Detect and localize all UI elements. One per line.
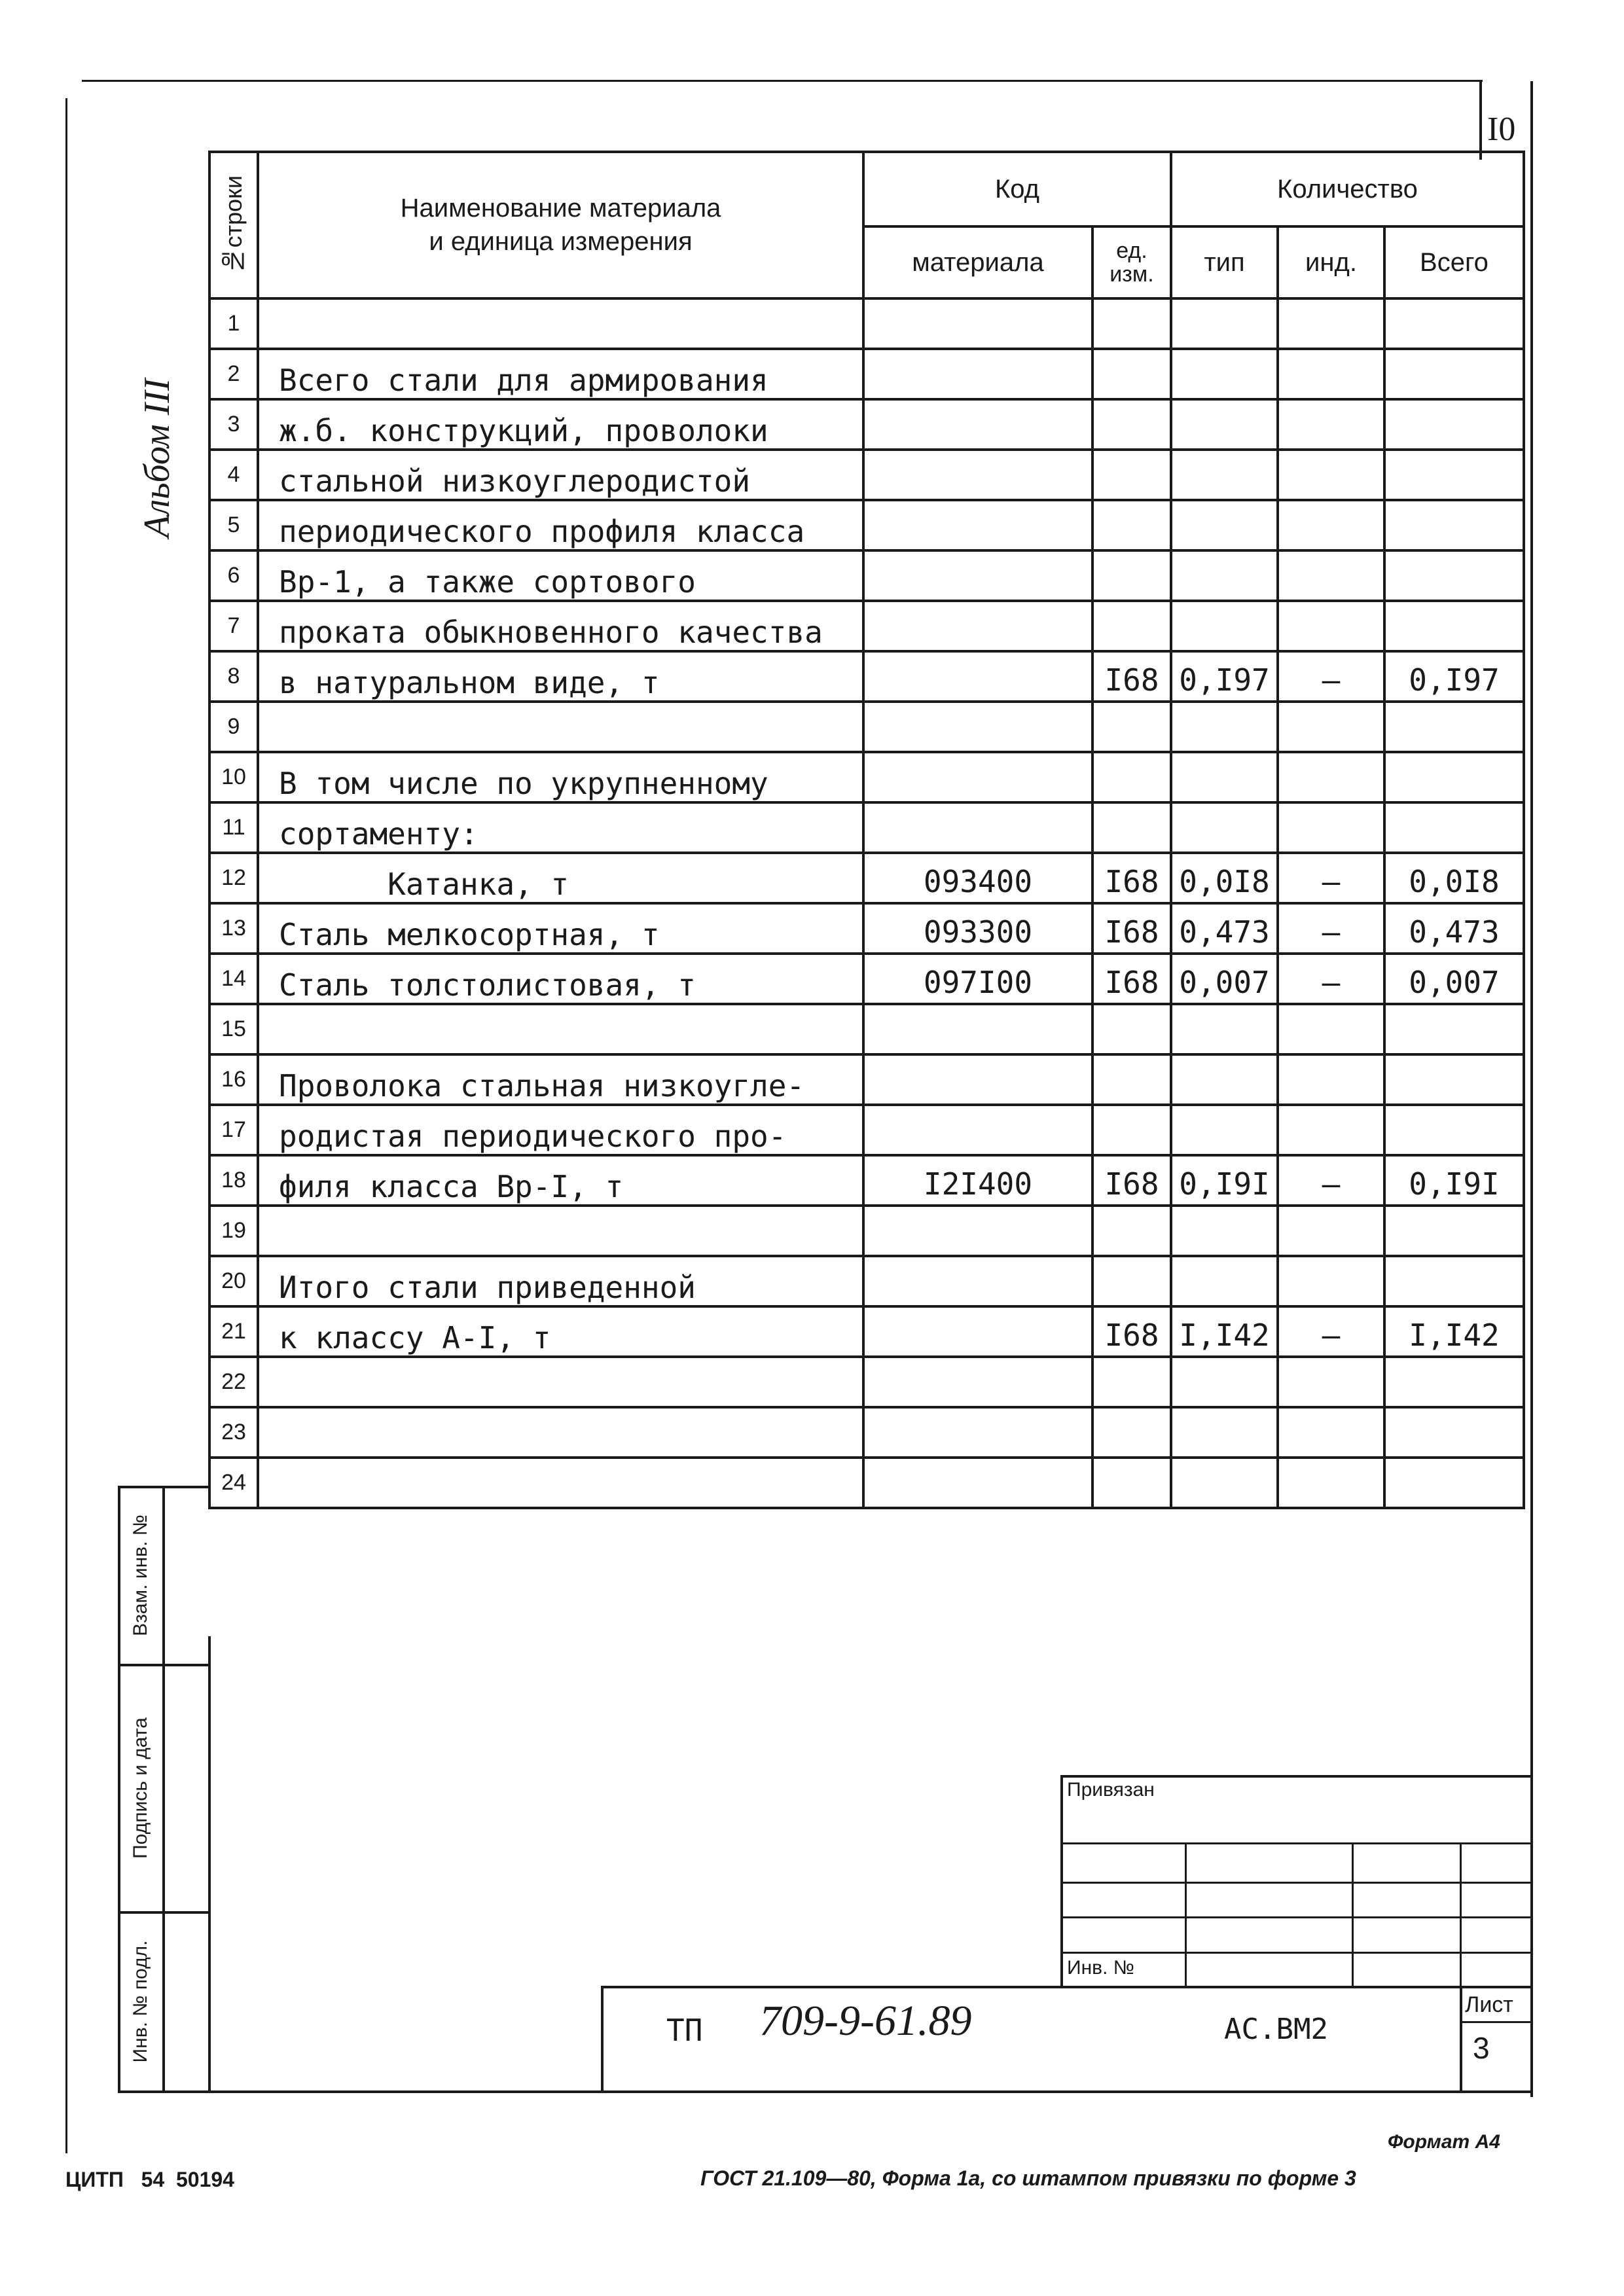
qty-total-cell bbox=[1384, 399, 1524, 450]
unit-code-cell: I68 bbox=[1092, 1306, 1171, 1357]
row-number-cell: 22 bbox=[209, 1357, 258, 1407]
unit-code-cell bbox=[1092, 550, 1171, 601]
qty-total-cell bbox=[1384, 1407, 1524, 1458]
qty-total-cell bbox=[1384, 1054, 1524, 1105]
qty-total-cell: I,I42 bbox=[1384, 1306, 1524, 1357]
unit-code-cell bbox=[1092, 1407, 1171, 1458]
header-ind: инд. bbox=[1278, 226, 1384, 298]
material-name-cell: Сталь толстолистовая, т bbox=[258, 954, 863, 1004]
qty-type-cell bbox=[1171, 802, 1278, 853]
table-row bbox=[209, 802, 1524, 853]
row-number-cell: 11 bbox=[209, 802, 258, 853]
unit-code-cell bbox=[1092, 298, 1171, 349]
qty-total-cell bbox=[1384, 702, 1524, 752]
frame-left-line bbox=[65, 98, 67, 2153]
material-code-cell bbox=[863, 702, 1092, 752]
material-name-cell bbox=[258, 1407, 863, 1458]
content-left-line bbox=[208, 1636, 211, 2092]
qty-ind-cell: – bbox=[1278, 1306, 1384, 1357]
unit-code-cell bbox=[1092, 1105, 1171, 1155]
qty-ind-cell bbox=[1278, 450, 1384, 500]
material-name-cell: Всего стали для армирования bbox=[258, 349, 863, 399]
unit-code-cell: I68 bbox=[1092, 903, 1171, 954]
row-number-cell: 13 bbox=[209, 903, 258, 954]
row-number-cell: 5 bbox=[209, 500, 258, 550]
side-stamp-mid bbox=[162, 1486, 165, 2092]
qty-ind-cell bbox=[1278, 702, 1384, 752]
qty-total-cell bbox=[1384, 1004, 1524, 1054]
table-row bbox=[209, 1256, 1524, 1306]
header-code-group: Код bbox=[863, 152, 1171, 226]
material-code-cell bbox=[863, 500, 1092, 550]
qty-total-cell bbox=[1384, 349, 1524, 399]
qty-total-cell bbox=[1384, 298, 1524, 349]
footer-format: Формат А4 bbox=[1388, 2131, 1500, 2153]
qty-type-cell bbox=[1171, 1206, 1278, 1256]
material-name-cell: Вр-1, а также сортового bbox=[258, 550, 863, 601]
qty-ind-cell: – bbox=[1278, 1155, 1384, 1206]
qty-ind-cell bbox=[1278, 500, 1384, 550]
unit-code-cell: I68 bbox=[1092, 651, 1171, 702]
table-row bbox=[209, 550, 1524, 601]
row-number-cell: 8 bbox=[209, 651, 258, 702]
material-name-cell bbox=[258, 1004, 863, 1054]
row-number-cell: 10 bbox=[209, 752, 258, 802]
material-code-cell bbox=[863, 1357, 1092, 1407]
material-name-cell: В том числе по укрупненному bbox=[258, 752, 863, 802]
qty-total-cell bbox=[1384, 1206, 1524, 1256]
material-code-cell bbox=[863, 550, 1092, 601]
qty-ind-cell bbox=[1278, 399, 1384, 450]
header-type: тип bbox=[1171, 226, 1278, 298]
qty-total-cell bbox=[1384, 1105, 1524, 1155]
material-code-cell bbox=[863, 1105, 1092, 1155]
header-unit: ед. изм. bbox=[1092, 226, 1171, 298]
row-number-cell: 20 bbox=[209, 1256, 258, 1306]
table-body bbox=[209, 298, 1524, 1508]
qty-ind-cell: – bbox=[1278, 903, 1384, 954]
table-row bbox=[209, 450, 1524, 500]
material-name-cell bbox=[258, 1357, 863, 1407]
material-code-cell bbox=[863, 1004, 1092, 1054]
material-name-cell: ж.б. конструкций, проволоки bbox=[258, 399, 863, 450]
row-number-cell: 4 bbox=[209, 450, 258, 500]
material-code-cell: I2I400 bbox=[863, 1155, 1092, 1206]
material-name-cell: к классу А-I, т bbox=[258, 1306, 863, 1357]
material-code-cell bbox=[863, 1054, 1092, 1105]
table-row bbox=[209, 1357, 1524, 1407]
binding-stamp-col3 bbox=[1460, 1842, 1462, 1986]
header-name: Наименование материала и единица измерения bbox=[258, 152, 863, 298]
table-row bbox=[209, 1004, 1524, 1054]
qty-ind-cell bbox=[1278, 1458, 1384, 1508]
qty-total-cell bbox=[1384, 1256, 1524, 1306]
unit-code-cell bbox=[1092, 601, 1171, 651]
footer-gost: ГОСТ 21.109—80, Форма 1а, со штампом привязки по форме 3 bbox=[700, 2166, 1356, 2190]
unit-code-cell bbox=[1092, 500, 1171, 550]
qty-type-cell bbox=[1171, 550, 1278, 601]
material-name-cell: в натуральном виде, т bbox=[258, 651, 863, 702]
unit-code-cell bbox=[1092, 1357, 1171, 1407]
qty-type-cell bbox=[1171, 1256, 1278, 1306]
binding-stamp-privyazan: Привязан bbox=[1067, 1779, 1155, 1801]
title-block-sheet-left bbox=[1460, 1986, 1462, 2092]
qty-ind-cell bbox=[1278, 1256, 1384, 1306]
binding-stamp-left bbox=[1060, 1775, 1063, 1987]
binding-stamp-top bbox=[1060, 1775, 1532, 1778]
material-code-cell bbox=[863, 298, 1092, 349]
header-material-code: материала bbox=[863, 226, 1092, 298]
qty-total-cell bbox=[1384, 752, 1524, 802]
table-row bbox=[209, 702, 1524, 752]
qty-total-cell: 0,0I8 bbox=[1384, 853, 1524, 903]
qty-ind-cell bbox=[1278, 1105, 1384, 1155]
qty-type-cell bbox=[1171, 752, 1278, 802]
table-row bbox=[209, 1206, 1524, 1256]
qty-type-cell: 0,007 bbox=[1171, 954, 1278, 1004]
qty-type-cell bbox=[1171, 399, 1278, 450]
qty-ind-cell: – bbox=[1278, 651, 1384, 702]
material-name-cell: Итого стали приведенной bbox=[258, 1256, 863, 1306]
row-number-cell: 16 bbox=[209, 1054, 258, 1105]
qty-total-cell bbox=[1384, 450, 1524, 500]
qty-type-cell bbox=[1171, 1407, 1278, 1458]
title-block-top bbox=[601, 1986, 1532, 1988]
qty-total-cell: 0,007 bbox=[1384, 954, 1524, 1004]
material-code-cell bbox=[863, 651, 1092, 702]
material-code-cell bbox=[863, 399, 1092, 450]
unit-code-cell bbox=[1092, 1458, 1171, 1508]
row-number-cell: 23 bbox=[209, 1407, 258, 1458]
qty-ind-cell bbox=[1278, 1407, 1384, 1458]
header-total: Всего bbox=[1384, 226, 1524, 298]
qty-type-cell bbox=[1171, 1054, 1278, 1105]
table-row bbox=[209, 1105, 1524, 1155]
title-tp-prefix: ТП bbox=[666, 2013, 703, 2048]
material-code-cell bbox=[863, 752, 1092, 802]
material-code-cell bbox=[863, 802, 1092, 853]
material-code-cell bbox=[863, 349, 1092, 399]
unit-code-cell bbox=[1092, 1004, 1171, 1054]
qty-total-cell: 0,I9I bbox=[1384, 1155, 1524, 1206]
row-number-cell: 18 bbox=[209, 1155, 258, 1206]
material-code-cell: 097I00 bbox=[863, 954, 1092, 1004]
row-number-cell: 24 bbox=[209, 1458, 258, 1508]
qty-type-cell: I,I42 bbox=[1171, 1306, 1278, 1357]
unit-code-cell: I68 bbox=[1092, 1155, 1171, 1206]
frame-top-line bbox=[82, 80, 1483, 82]
table-row bbox=[209, 1054, 1524, 1105]
sheet-corner-number: I0 bbox=[1487, 111, 1516, 148]
table-row bbox=[209, 298, 1524, 349]
material-code-cell: 093300 bbox=[863, 903, 1092, 954]
row-number-cell: 2 bbox=[209, 349, 258, 399]
material-code-cell bbox=[863, 601, 1092, 651]
table-row bbox=[209, 903, 1524, 954]
table-row bbox=[209, 1407, 1524, 1458]
qty-ind-cell bbox=[1278, 1357, 1384, 1407]
binding-stamp-col1 bbox=[1185, 1842, 1187, 1986]
unit-code-cell bbox=[1092, 399, 1171, 450]
qty-ind-cell bbox=[1278, 752, 1384, 802]
table-row bbox=[209, 853, 1524, 903]
title-tp-number: 709-9-61.89 bbox=[759, 1997, 972, 2045]
title-block-left bbox=[601, 1986, 604, 2092]
qty-type-cell bbox=[1171, 702, 1278, 752]
material-name-cell: проката обыкновенного качества bbox=[258, 601, 863, 651]
binding-stamp-inv-no: Инв. № bbox=[1067, 1957, 1134, 1979]
table-row bbox=[209, 399, 1524, 450]
header-row-number: №строки bbox=[209, 152, 258, 298]
qty-ind-cell bbox=[1278, 802, 1384, 853]
qty-total-cell: 0,473 bbox=[1384, 903, 1524, 954]
row-number-cell: 17 bbox=[209, 1105, 258, 1155]
material-name-cell: Катанка, т bbox=[258, 853, 863, 903]
material-code-cell bbox=[863, 1256, 1092, 1306]
unit-code-cell bbox=[1092, 349, 1171, 399]
material-name-cell bbox=[258, 1458, 863, 1508]
material-code-cell bbox=[863, 450, 1092, 500]
material-name-cell: стальной низкоуглеродистой bbox=[258, 450, 863, 500]
side-label-vzam-inv: Взам. инв. № bbox=[130, 1515, 151, 1636]
title-doc-code: АС.ВМ2 bbox=[1224, 2013, 1328, 2046]
qty-type-cell: 0,I9I bbox=[1171, 1155, 1278, 1206]
qty-total-cell bbox=[1384, 601, 1524, 651]
table-row bbox=[209, 752, 1524, 802]
table-row bbox=[209, 1306, 1524, 1357]
row-number-cell: 9 bbox=[209, 702, 258, 752]
qty-type-cell bbox=[1171, 1105, 1278, 1155]
material-name-cell bbox=[258, 702, 863, 752]
qty-type-cell bbox=[1171, 298, 1278, 349]
qty-type-cell: 0,I97 bbox=[1171, 651, 1278, 702]
qty-total-cell bbox=[1384, 802, 1524, 853]
header-quantity-group: Количество bbox=[1171, 152, 1524, 226]
album-label: Альбом III bbox=[137, 378, 177, 538]
row-number-cell: 14 bbox=[209, 954, 258, 1004]
material-code-cell bbox=[863, 1306, 1092, 1357]
qty-type-cell: 0,473 bbox=[1171, 903, 1278, 954]
unit-code-cell bbox=[1092, 702, 1171, 752]
unit-code-cell bbox=[1092, 450, 1171, 500]
qty-ind-cell bbox=[1278, 1054, 1384, 1105]
unit-code-cell: I68 bbox=[1092, 954, 1171, 1004]
row-number-cell: 15 bbox=[209, 1004, 258, 1054]
materials-table bbox=[208, 151, 1525, 1509]
table-row bbox=[209, 954, 1524, 1004]
qty-total-cell bbox=[1384, 550, 1524, 601]
material-name-cell: периодического профиля класса bbox=[258, 500, 863, 550]
table-row bbox=[209, 601, 1524, 651]
table-row bbox=[209, 1155, 1524, 1206]
row-number-cell: 21 bbox=[209, 1306, 258, 1357]
qty-ind-cell: – bbox=[1278, 954, 1384, 1004]
table-row bbox=[209, 500, 1524, 550]
binding-stamp-col2 bbox=[1352, 1842, 1354, 1986]
title-sheet-label: Лист bbox=[1465, 1992, 1513, 2017]
unit-code-cell bbox=[1092, 1256, 1171, 1306]
unit-code-cell bbox=[1092, 1054, 1171, 1105]
qty-type-cell bbox=[1171, 450, 1278, 500]
qty-ind-cell bbox=[1278, 349, 1384, 399]
row-number-cell: 6 bbox=[209, 550, 258, 601]
table-row bbox=[209, 1458, 1524, 1508]
qty-total-cell: 0,I97 bbox=[1384, 651, 1524, 702]
qty-type-cell bbox=[1171, 500, 1278, 550]
material-name-cell: филя класса Вр-I, т bbox=[258, 1155, 863, 1206]
qty-type-cell bbox=[1171, 601, 1278, 651]
qty-total-cell bbox=[1384, 1458, 1524, 1508]
row-number-cell: 1 bbox=[209, 298, 258, 349]
unit-code-cell bbox=[1092, 752, 1171, 802]
row-number-cell: 7 bbox=[209, 601, 258, 651]
material-name-cell bbox=[258, 298, 863, 349]
material-name-cell: Сталь мелкосортная, т bbox=[258, 903, 863, 954]
frame-bottom-line bbox=[118, 2090, 1532, 2093]
material-code-cell bbox=[863, 1458, 1092, 1508]
table-row bbox=[209, 651, 1524, 702]
qty-ind-cell bbox=[1278, 1206, 1384, 1256]
qty-ind-cell bbox=[1278, 298, 1384, 349]
qty-total-cell bbox=[1384, 1357, 1524, 1407]
qty-type-cell bbox=[1171, 1458, 1278, 1508]
unit-code-cell: I68 bbox=[1092, 853, 1171, 903]
qty-ind-cell bbox=[1278, 601, 1384, 651]
row-number-cell: 3 bbox=[209, 399, 258, 450]
qty-total-cell bbox=[1384, 500, 1524, 550]
material-name-cell bbox=[258, 1206, 863, 1256]
row-number-cell: 19 bbox=[209, 1206, 258, 1256]
material-code-cell: 093400 bbox=[863, 853, 1092, 903]
table-row bbox=[209, 349, 1524, 399]
unit-code-cell bbox=[1092, 802, 1171, 853]
material-code-cell bbox=[863, 1407, 1092, 1458]
qty-ind-cell: – bbox=[1278, 853, 1384, 903]
qty-type-cell bbox=[1171, 1004, 1278, 1054]
side-label-podpis-data: Подпись и дата bbox=[130, 1717, 151, 1859]
material-name-cell: сортаменту: bbox=[258, 802, 863, 853]
qty-type-cell: 0,0I8 bbox=[1171, 853, 1278, 903]
unit-code-cell bbox=[1092, 1206, 1171, 1256]
title-block-sheet-div bbox=[1460, 2021, 1532, 2023]
footer-org: ЦИТП 54 50194 bbox=[65, 2168, 234, 2191]
side-label-inv-podl: Инв. № подл. bbox=[130, 1940, 151, 2063]
material-name-cell: родистая периодического про- bbox=[258, 1105, 863, 1155]
material-name-cell: Проволока стальная низкоугле- bbox=[258, 1054, 863, 1105]
corner-box-left bbox=[1479, 81, 1482, 160]
row-number-cell: 12 bbox=[209, 853, 258, 903]
title-sheet-number: 3 bbox=[1473, 2031, 1490, 2065]
qty-ind-cell bbox=[1278, 550, 1384, 601]
qty-type-cell bbox=[1171, 349, 1278, 399]
qty-ind-cell bbox=[1278, 1004, 1384, 1054]
material-code-cell bbox=[863, 1206, 1092, 1256]
qty-type-cell bbox=[1171, 1357, 1278, 1407]
frame-right-line bbox=[1530, 81, 1533, 2097]
